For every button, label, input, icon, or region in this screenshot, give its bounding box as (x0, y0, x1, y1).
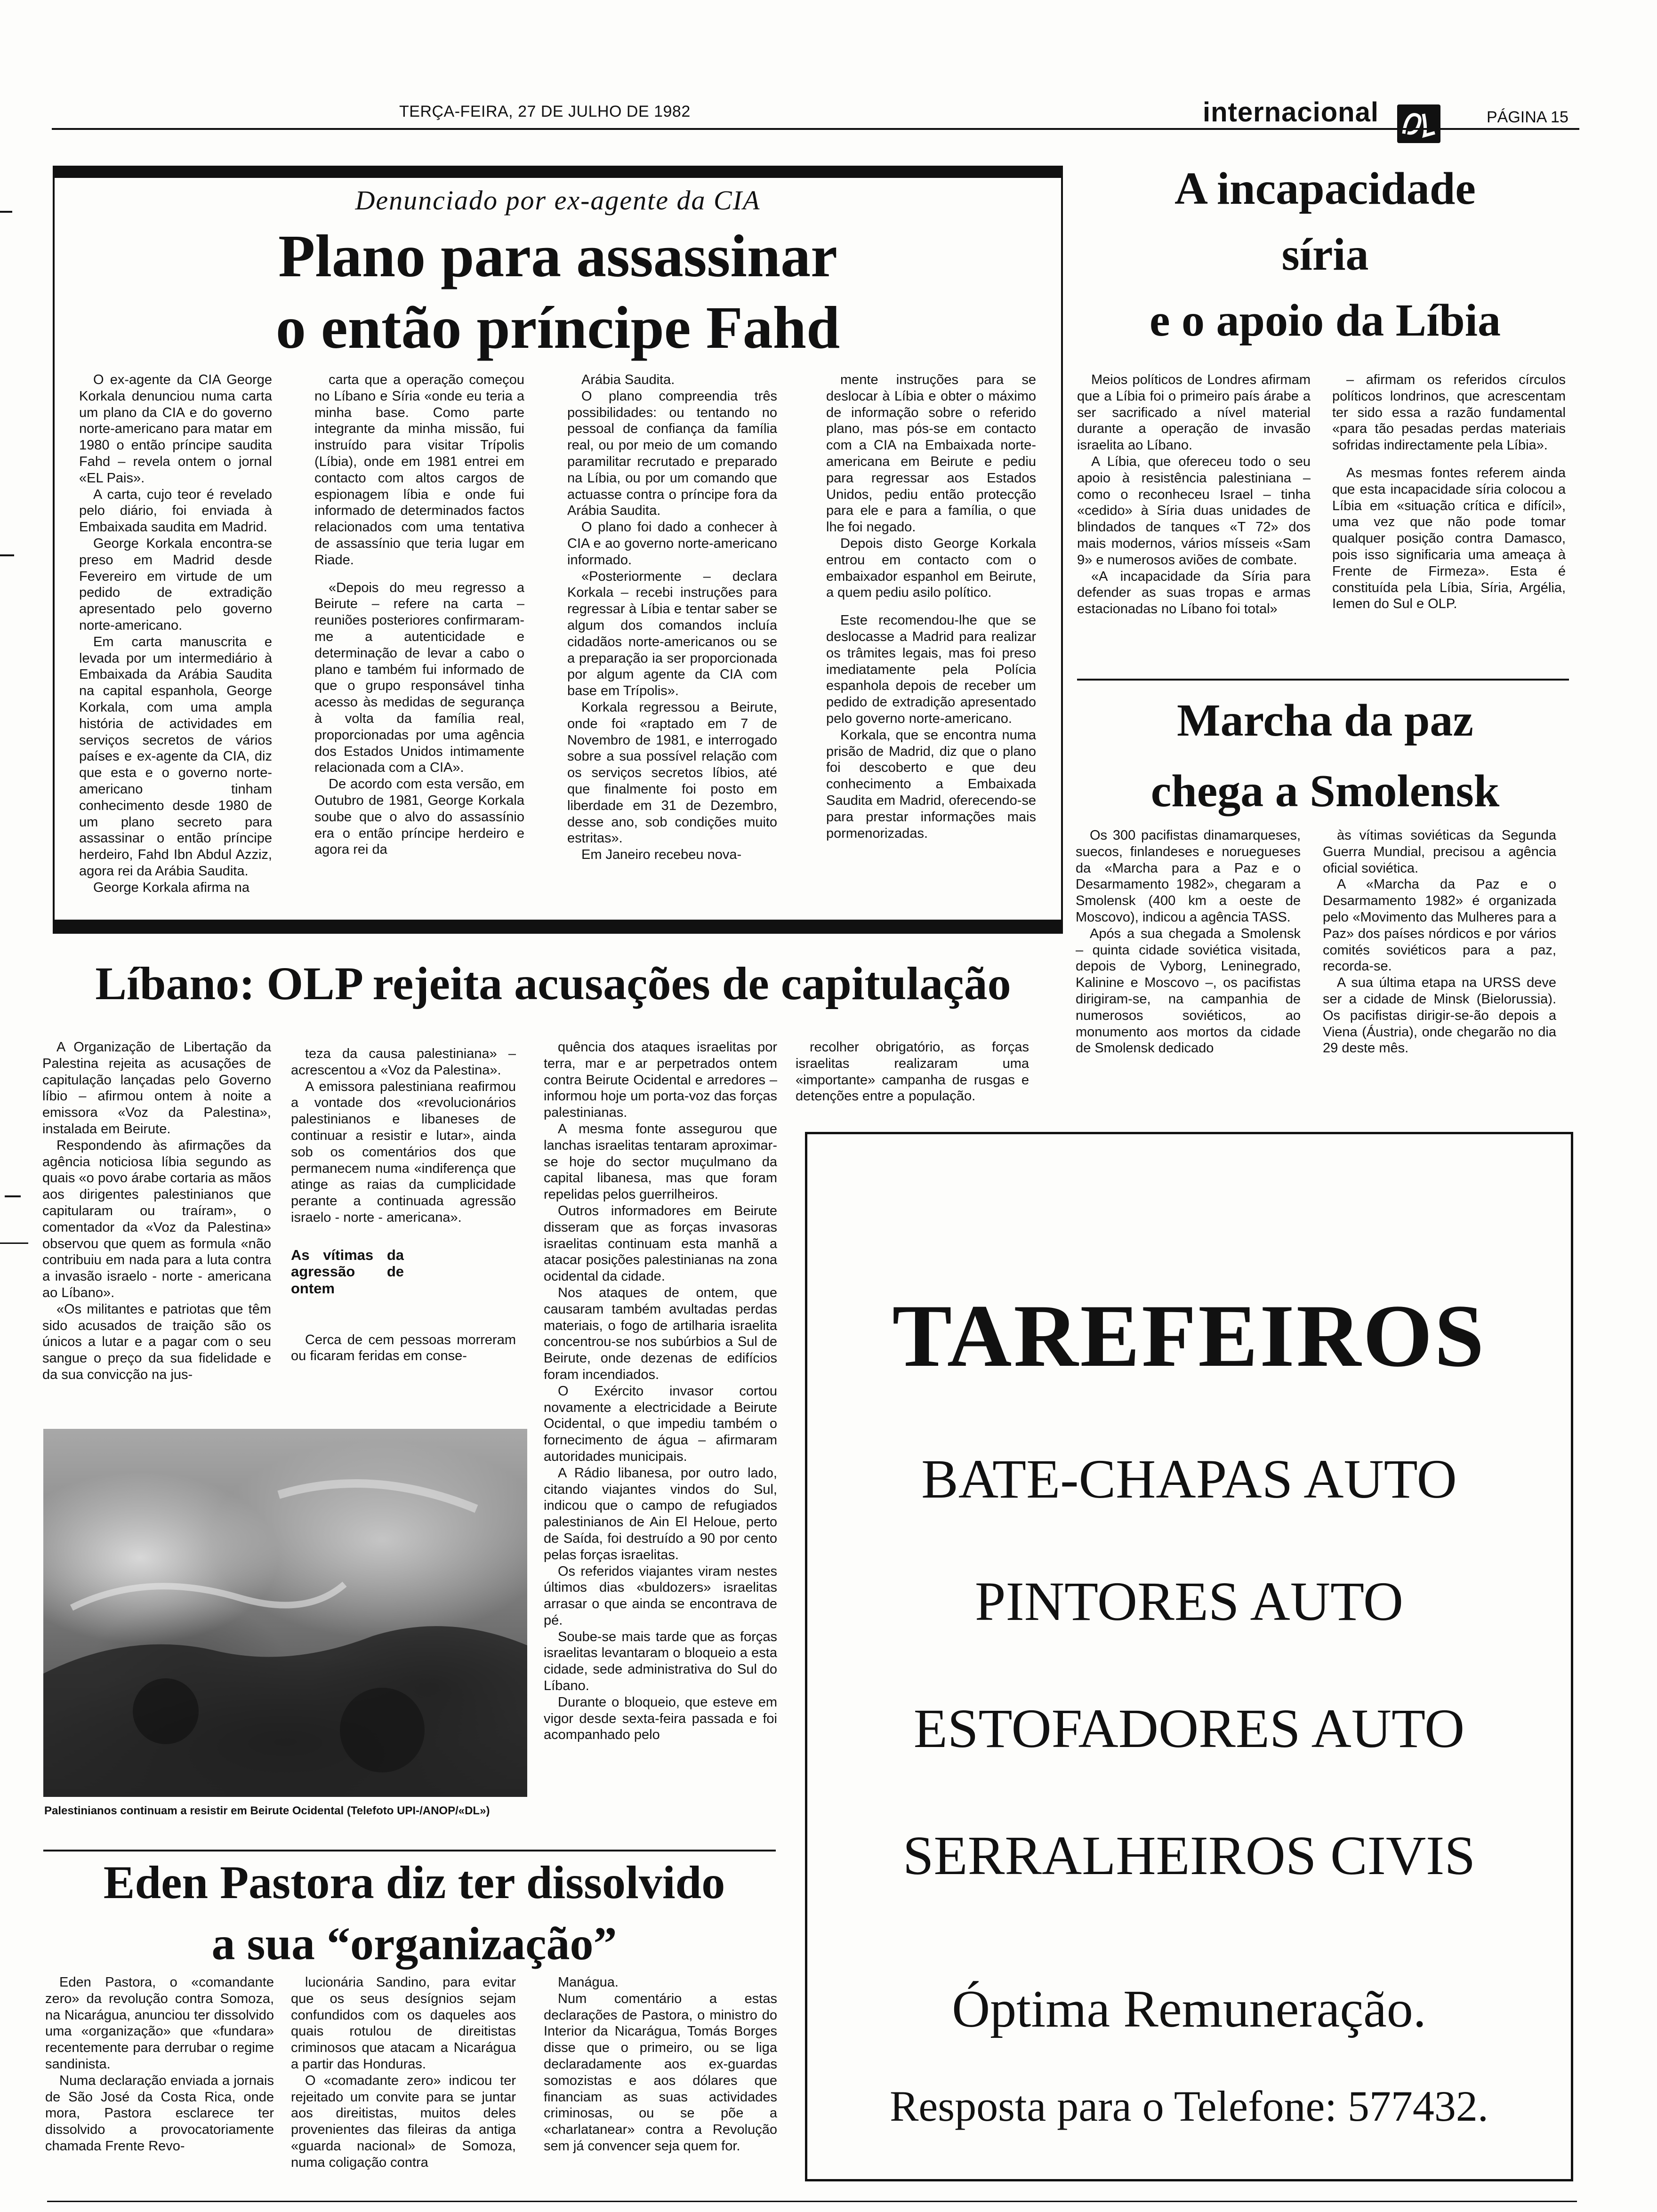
pastora-column-2 (291, 1974, 516, 2181)
libano-column-2 (291, 1046, 516, 1436)
paragraph: «Os militantes e patriotas que têm sido acusados de traição são os únicos a lutar e a pagar com o seu sangue o preço da sua fidelidade e da sua convicção na jus- (42, 1301, 271, 1382)
photo-caption: Palestinianos continuam a resistir em Beirute Ocidental (Telefoto UPI-/ANOP/«DL») (44, 1804, 490, 1817)
paragraph: Arábia Saudita. (581, 372, 675, 387)
paragraph: Outros informadores em Beirute disseram que as forças invasoras israelitas continuam esta manhã a atacar posições palestinianas na zona ocidental da cidade. (544, 1203, 777, 1284)
paragraph: Respondendo às afirmações da agência noticiosa líbia segundo as quais «o povo árabe cortaria as mãos aos dirigentes palestinianos que capitularam ou traíram», o comentador da «Voz da Palestina» observou que quem as formula «não contribuiu em nada para a luta contra a invasão israelo - norte - americana ao Líbano». (42, 1138, 271, 1300)
paragraph: carta que a operação começou no Líbano e Síria «onde eu teria a minha base. Como parte integrante da minha missão, fui instruído para visitar Trípolis (Líbia), onde em 1981 entrei em contacto com altos cargos de espionagem líbia e onde fui informado de determinados factos relacionados com uma tentativa de assassínio que teria lugar em Riade. (314, 372, 524, 568)
fahd-column-3 (567, 372, 777, 913)
pastora-column-3 (544, 1974, 777, 2181)
news-photo (43, 1429, 527, 1797)
masthead-date: TERÇA-FEIRA, 27 DE JULHO DE 1982 (399, 103, 691, 120)
paragraph: Manágua. (558, 1975, 619, 1990)
siria-title-line3: e o apoio da Líbia (1149, 295, 1501, 346)
paragraph: A Líbia, que ofereceu todo o seu apoio à resistência palestiniana – como o reconheceu Israel – tinha «cedido» à Síria duas unidades de blindados de tanques «T 72» dos mais modernos, vários mísseis «Sam 9» e numerosos aviões de combate. (1077, 454, 1311, 568)
paragraph: Este recomendou-lhe que se deslocasse a Madrid para realizar os trâmites legais, mas foi preso imediatamente pela Polícia espanhola depois de receber um pedido de extradição apresentado pelo governo norte-americano. (826, 613, 1036, 726)
paragraph: A «Marcha da Paz e o Desarmamento 1982» é organizada pelo «Movimento das Mulheres para a Paz» dos países nórdicos e por vários comités soviéticos para a paz, recorda-se. (1323, 877, 1556, 974)
libano-title: Líbano: OLP rejeita acusações de capitulação (95, 957, 1011, 1010)
paragraph: Num comentário a estas declarações de Pastora, o ministro do Interior da Nicarágua, Tomás Borges disse que o primeiro, ou se liga declaradamente aos ex-guardas somozistas e aos dólares que financiam as suas actividades criminosas, ou se põe a «charlatanear» contra a Revolução sem já convencer seja quem for. (544, 1991, 777, 2154)
paragraph: lucionária Sandino, para evitar que os seus desígnios sejam confundidos com os daqueles aos quais rotulou de direitistas criminosos que atacam a Nicarágua a partir das Honduras. (291, 1975, 516, 2072)
paragraph: A mesma fonte assegurou que lanchas israelitas tentaram aproximar-se hoje do sector muçulmano da capital libanesa, mas que foram repelidas pelos guerrilheiros. (544, 1121, 777, 1202)
paragraph: Em carta manuscrita e levada por um intermediário à Embaixada da Arábia Saudita na capital espanhola, George Korkala, com uma ampla história de actividades em serviços secretos de vários países e ex-agente da CIA, diz que esta e o governo norte-americano tinham conhecimento desde 1980 de um plano secreto para assassinar o então príncipe herdeiro, Fahd Ibn Abdul Azziz, agora rei da Arábia Saudita. (79, 634, 272, 879)
fahd-column-1 (79, 372, 272, 913)
libano-column-3 (544, 1039, 777, 1849)
advert-line-1: BATE-CHAPAS AUTO (921, 1448, 1457, 1510)
paragraph: Korkala, que se encontra numa prisão de Madrid, diz que o plano foi descoberto e que deu conhecimento a Embaixada Saudita em Madrid, oferecendo-se para prestar informações mais pormenorizadas. (826, 727, 1036, 841)
margin-mark (5, 1195, 21, 1197)
siria-column-2 (1332, 372, 1566, 668)
paragraph: Eden Pastora, o «comandante zero» da revolução contra Somoza, na Nicarágua, anunciou ter dissolvido uma «organização» que «fundara» recentemente para derrubar o regime sandinista. (45, 1975, 274, 2072)
siria-title-line2: síria (1281, 229, 1369, 280)
paragraph: Os 300 pacifistas dinamarqueses, suecos, finlandeses e noruegueses da «Marcha para a Paz e o Desarmamento 1982», chegaram a Smolensk (400 km a oeste de Moscovo), indicou a agência TASS. (1076, 828, 1301, 925)
libano-column-1 (42, 1039, 271, 1430)
advert-line-2: PINTORES AUTO (974, 1571, 1404, 1632)
marcha-title-line2: chega a Smolensk (1150, 766, 1500, 817)
pastora-column-1 (45, 1974, 274, 2181)
paragraph: quência dos ataques israelitas por terra, mar e ar perpetrados ontem contra Beirute Ocidental e arredores – informou hoje um porta-voz das forças palestinianas. (544, 1040, 777, 1121)
advert-line-5: Óptima Remuneração. (952, 1980, 1426, 2038)
paragraph: Os referidos viajantes viram nestes últimos dias «buldozers» israelitas arrasar o que ainda se encontrava de pé. (544, 1563, 777, 1628)
siria-bottom-rule (1077, 679, 1569, 681)
libano-column-4 (796, 1039, 1029, 1119)
marcha-column-1 (1076, 827, 1301, 1091)
paragraph: A emissora palestiniana reafirmou a vontade dos «revolucionários palestinianos e libaneses de continuar a resistir e lutar», ainda sob os comentários dos que permanecem numa «indiferença que atinge as raias da cumplicidade perante a continuada agressão israelo - norte - americana». (291, 1079, 516, 1225)
margin-mark (0, 1242, 28, 1244)
siria-title-line1: A incapacidade (1174, 163, 1476, 214)
paragraph: Korkala regressou a Beirute, onde foi «raptado em 7 de Novembro de 1981, e interrogado sobre a sua possível relação com os serviços secretos líbios, até que finalmente foi posto em liberdade em 31 de Dezembro, desse ano, sob condições muito estritas». (567, 699, 777, 846)
advert-line-6: Resposta para o Telefone: 577432. (890, 2082, 1488, 2130)
paragraph: O «comadante zero» indicou ter rejeitado um convite para se juntar aos direitistas, muitos deles provenientes das fileiras da antiga «guarda nacional» de Somoza, numa coligação contra (291, 2073, 516, 2170)
page-number: PÁGINA 15 (1487, 108, 1569, 126)
paragraph: Soube-se mais tarde que as forças israelitas levantaram o bloqueio a esta cidade, sede administrativa do Sul do Líbano. (544, 1629, 777, 1694)
marcha-title-line1: Marcha da paz (1177, 695, 1473, 746)
pastora-title-line2: a sua “organização” (211, 1917, 617, 1970)
paragraph: A Rádio libanesa, por outro lado, citando viajantes vindos do Sul, indicou que o campo de refugiados palestinianos de Ain El Heloue, perto de Saída, foi destruído a 90 por cento pelas forças israelitas. (544, 1465, 777, 1563)
fahd-box-top-bar (53, 166, 1063, 178)
paragraph: O plano compreendia três possibilidades: ou tentando no pessoal de confiança da família real, ou por meio de um comando paramilitar recrutado e preparado na Líbia, ou por um comando que actuasse contra o príncipe fora da Arábia Saudita. (567, 388, 777, 519)
paragraph: A sua última etapa na URSS deve ser a cidade de Minsk (Bielorussia). Os pacifistas dirigir-se-ão depois a Viena (Áustria), onde chegarão no dia 29 deste mês. (1323, 975, 1556, 1056)
dl-logo-mark-icon (1397, 104, 1440, 143)
fahd-title-line2: o então príncipe Fahd (275, 294, 840, 361)
paragraph: recolher obrigatório, as forças israelitas realizaram uma «importante» campanha de rusgas e detenções entre a população. (796, 1040, 1029, 1104)
paragraph: «Depois do meu regresso a Beirute – refere na carta – reuniões posteriores confirmaram-me a autenticidade e determinação de levar a cabo o plano e também fui informado de que o grupo responsável tinha acesso às medidas de segurança à volta da família real, proporcionadas por uma agência dos Estados Unidos intimamente relacionada com a CIA». (314, 580, 524, 776)
marcha-column-2 (1323, 827, 1556, 1091)
advert-box (805, 1132, 1573, 2181)
advert-line-3: ESTOFADORES AUTO (913, 1698, 1465, 1759)
paragraph: Cerca de cem pessoas morreram ou ficaram feridas em conse- (291, 1332, 516, 1364)
paragraph: A carta, cujo teor é revelado pelo diário, foi enviada à Embaixada saudita em Madrid. (79, 487, 272, 535)
masthead-rule (52, 128, 1579, 130)
paragraph: Depois disto George Korkala entrou em contacto com o embaixador espanhol em Beirute, a quem pediu asilo político. (826, 536, 1036, 601)
paragraph: às vítimas soviéticas da Segunda Guerra Mundial, precisou a agência oficial soviética. (1323, 828, 1556, 876)
paragraph: Meios políticos de Londres afirmam que a Líbia foi o primeiro país árabe a ser sacrificado a nível material durante a operação de invasão israelita ao Líbano. (1077, 372, 1311, 453)
paragraph: Em Janeiro recebeu nova- (581, 847, 742, 863)
paragraph: As mesmas fontes referem ainda que esta incapacidade síria colocou a Líbia em «situação crítica e difícil», uma vez que não pode tomar qualquer posição contra Damasco, pois isso significaria uma ameaça à Frente de Firmeza». Esta é constituída pela Líbia, Síria, Argélia, Iemen do Sul e OLP. (1332, 465, 1566, 612)
paragraph: – afirmam os referidos círculos políticos londrinos, que acrescentam ter sido essa a razão fundamental «para tão pesadas perdas materiais sofridas indirectamente pela Líbia». (1332, 372, 1566, 453)
libano-subhead: As vítimas da agressão de ontem (291, 1246, 404, 1297)
paragraph: «Posteriormente – declara Korkala – recebi instruções para regressar à Líbia e tentar saber se algum dos comandos incluía cidadãos norte-americanos ou se a preparação ia ser proporcionada por algum agente da CIA com base em Trípolis». (567, 569, 777, 699)
dl-logo-icon (1397, 104, 1440, 143)
paragraph: De acordo com esta versão, em Outubro de 1981, George Korkala soube que o alvo do assassínio era o então príncipe herdeiro e agora rei da (314, 777, 524, 858)
paragraph: George Korkala encontra-se preso em Madrid desde Fevereiro em virtude de um pedido de extradição apresentado pelo governo norte-americano. (79, 536, 272, 633)
fahd-kicker: Denunciado por ex-agente da CIA (355, 185, 761, 216)
paragraph: «A incapacidade da Síria para defender as suas tropas e armas estacionadas no Líbano foi total» (1077, 569, 1311, 617)
section-title: internacional (1203, 97, 1379, 128)
paragraph: George Korkala afirma na (93, 880, 250, 895)
fahd-title-line1: Plano para assassinar (278, 223, 837, 289)
fahd-box-bottom-bar (53, 920, 1063, 934)
paragraph: Numa declaração enviada a jornais de São José da Costa Rica, onde mora, Pastora esclarece ter dissolvido a provocatoriamente chamada Frente Revo- (45, 2073, 274, 2154)
pastora-top-rule (43, 1850, 776, 1851)
paragraph: A Organização de Libertação da Palestina rejeita as acusações de capitulação lançadas pelo Governo líbio – afirmou ontem à noite a emissora «Voz da Palestina», instalada em Beirute. (42, 1040, 271, 1137)
paragraph: Durante o bloqueio, que esteve em vigor desde sexta-feira passada e foi acompanhado pelo (544, 1694, 777, 1743)
margin-mark (0, 211, 12, 213)
paragraph: Após a sua chegada a Smolensk – quinta cidade soviética visitada, depois de Vyborg, Leninegrado, Kalinine e Moscovo –, os pacifistas dirigiram-se, na campanhia de numerosos soviéticos, ao monumento aos mortos da cidade de Smolensk dedicado (1076, 926, 1301, 1056)
paragraph: Nos ataques de ontem, que causaram também avultadas perdas materiais, o fogo de artilharia israelita concentrou-se nos subúrbios a Sul de Beirute, onde dezenas de edifícios foram incendiados. (544, 1285, 777, 1382)
fahd-column-4 (826, 372, 1036, 913)
margin-mark (0, 554, 14, 556)
advert-headline: TAREFEIROS (892, 1287, 1486, 1386)
advert-line-4: SERRALHEIROS CIVIS (902, 1825, 1476, 1886)
paragraph: O Exército invasor cortou novamente a electricidade a Beirute Ocidental, o que impediu também o fornecimento de água – afirmaram autoridades municipais. (544, 1383, 777, 1464)
siria-column-1 (1077, 372, 1311, 668)
paragraph: teza da causa palestiniana» – acrescentou a «Voz da Palestina». (291, 1046, 516, 1078)
photo-texture (43, 1429, 527, 1797)
paragraph: mente instruções para se deslocar à Líbia e obter o máximo de informação sobre o referido plano, mas pós-se em contacto com a CIA na Embaixada norte-americana em Beirute e pediu para regressar aos Estados Unidos, pediu então protecção para ele e para a família, o que lhe foi negado. (826, 372, 1036, 535)
spacer (291, 1304, 516, 1332)
paragraph: O plano foi dado a conhecer à CIA e ao governo norte-americano informado. (567, 520, 777, 568)
page-bottom-rule (47, 2201, 1577, 2202)
paragraph: O ex-agente da CIA George Korkala denunciou numa carta um plano da CIA e do governo norte-americano para matar em 1980 o então príncipe saudita Fahd – revela ontem o jornal «EL Pais». (79, 372, 272, 486)
pastora-title-line1: Eden Pastora diz ter dissolvido (103, 1856, 725, 1908)
fahd-column-2 (314, 372, 524, 913)
